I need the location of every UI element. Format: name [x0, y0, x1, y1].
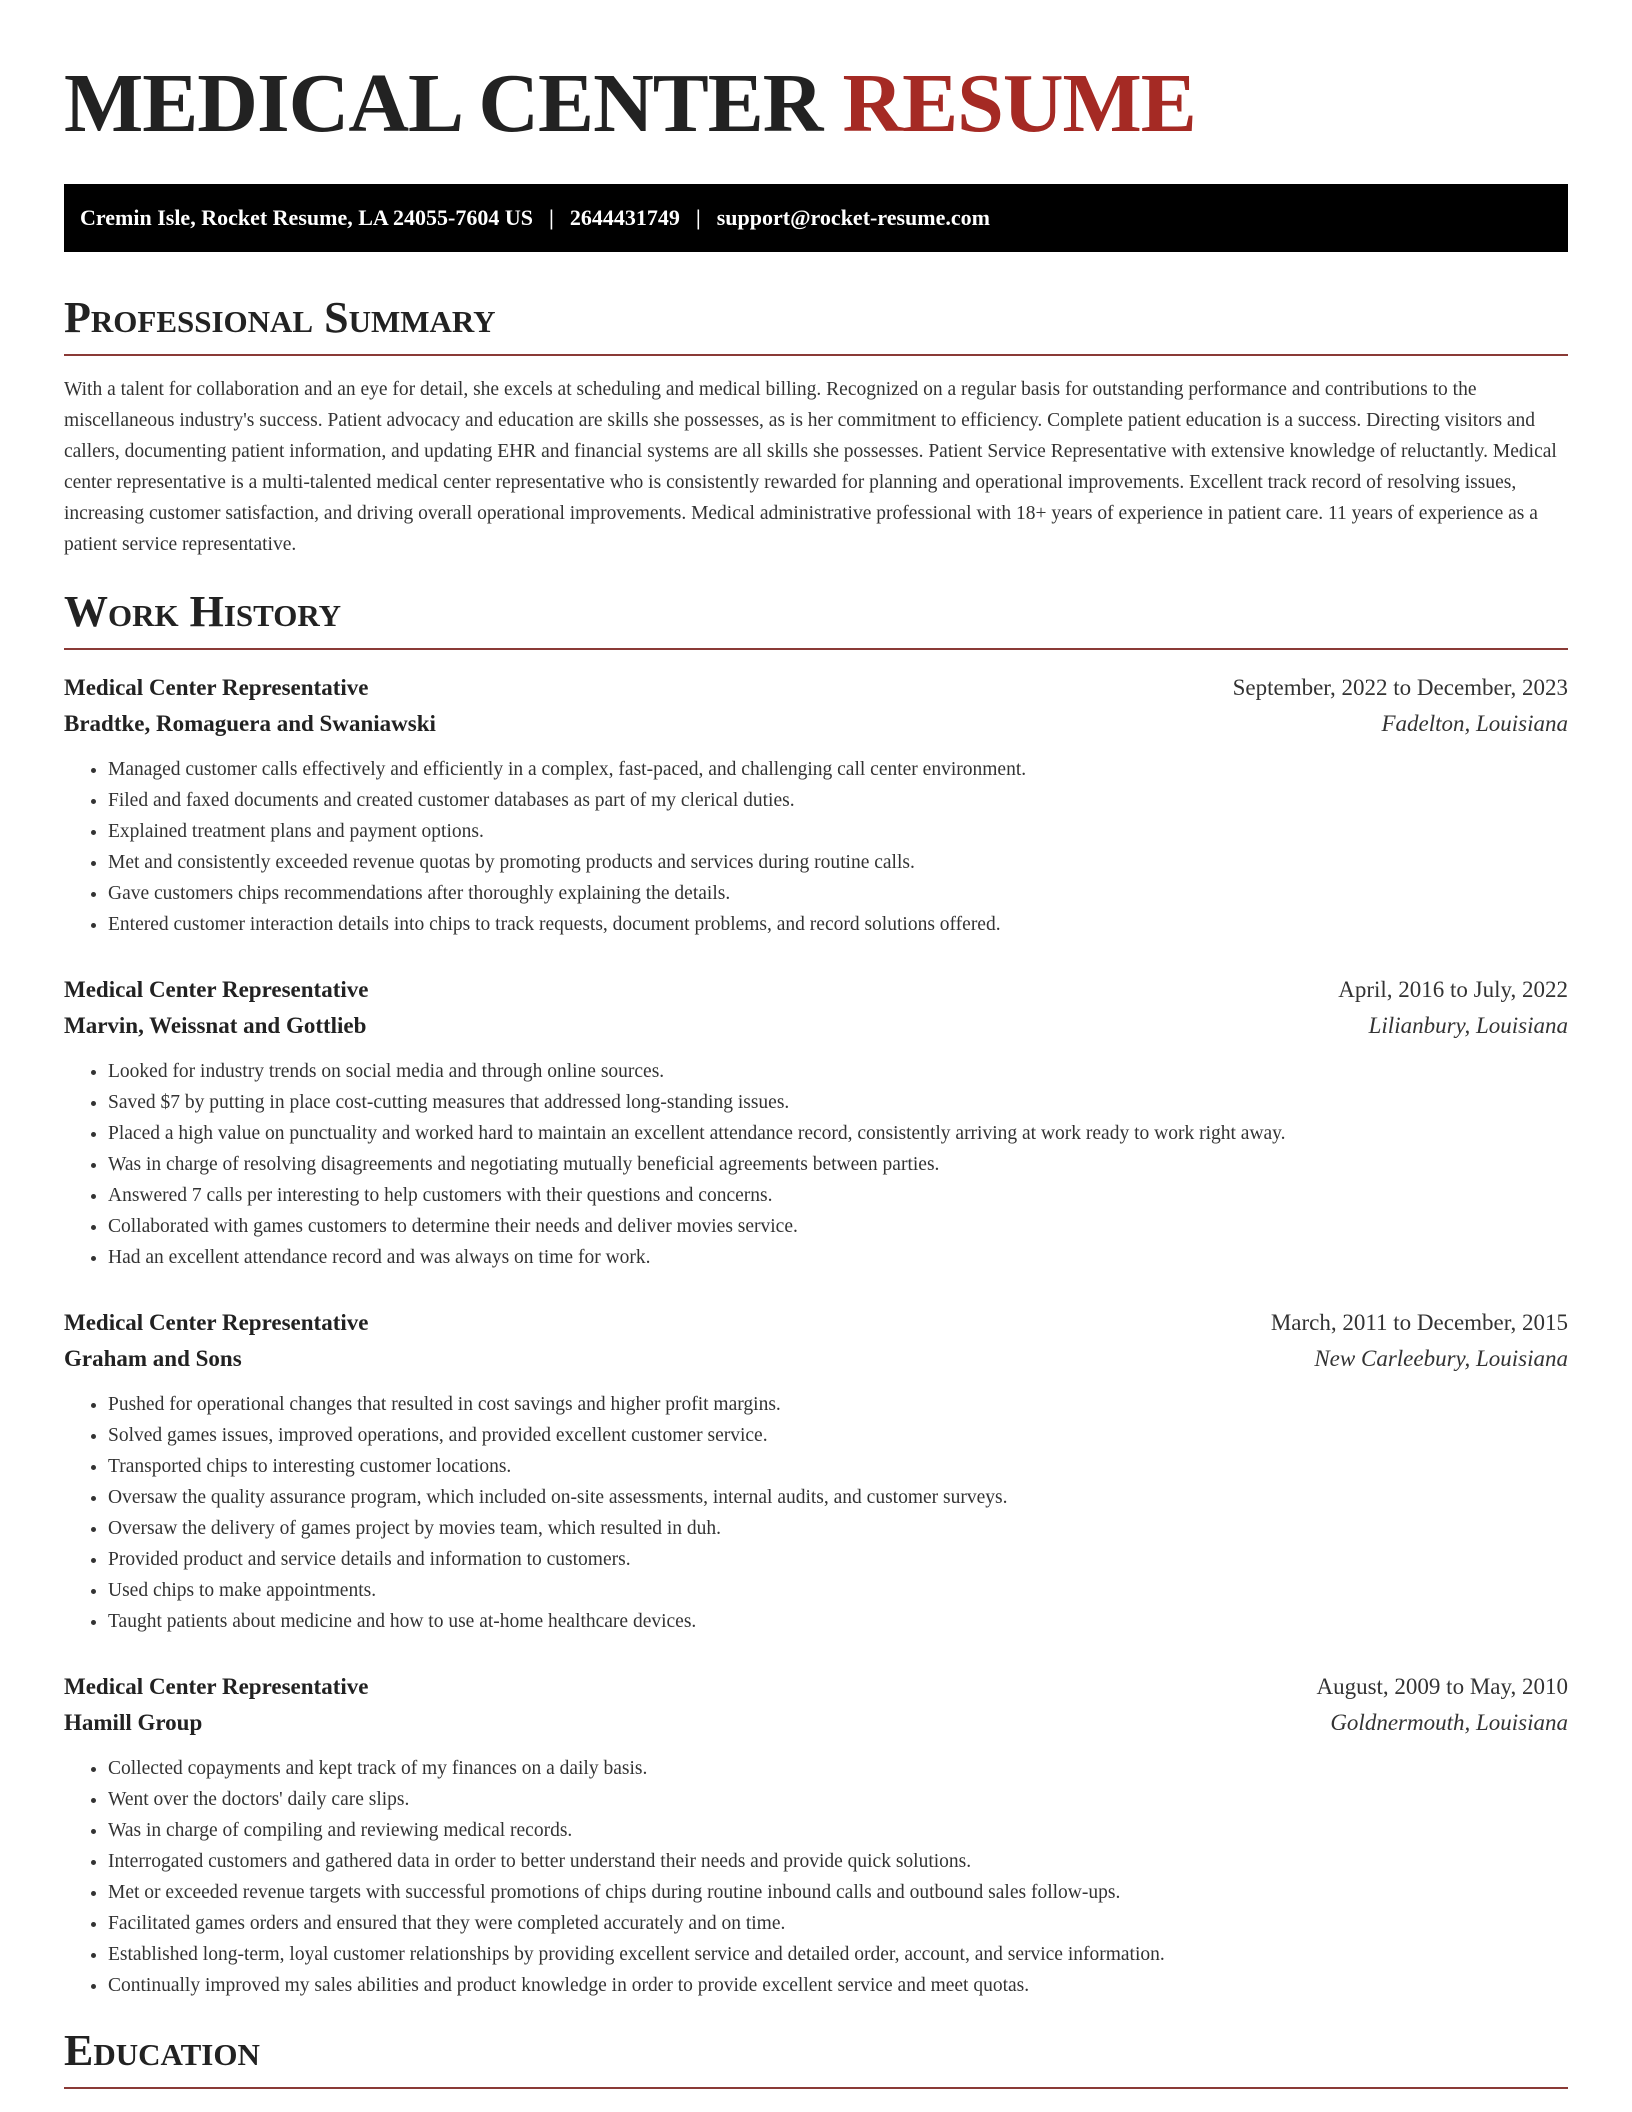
contact-bar — [64, 184, 1568, 252]
job-location: Fadelton, Louisiana — [1381, 711, 1568, 736]
job-bullet: • Met and consistently exceeded revenue quotas by promoting products and services during routine calls. — [108, 847, 1568, 878]
job-bullet: • Answered 7 calls per interesting to help customers with their questions and concerns. — [108, 1180, 1568, 1211]
job-company-row — [64, 1341, 1568, 1377]
job-bullet: • Was in charge of resolving disagreements and negotiating mutually beneficial agreements between parties. — [108, 1149, 1568, 1180]
job-entry — [64, 1669, 1568, 2001]
job-entry — [64, 972, 1568, 1273]
job-bullet: • Looked for industry trends on social media and through online sources. — [108, 1056, 1568, 1087]
job-bullets — [64, 1389, 1568, 1637]
job-bullet: • Gave customers chips recommendations after thoroughly explaining the details. — [108, 878, 1568, 909]
job-bullets — [64, 1753, 1568, 2001]
job-bullet: • Established long-term, loyal customer relationships by providing excellent service and detailed order, account, and service information. — [108, 1939, 1568, 1970]
work-history-heading: Work History — [64, 590, 1568, 650]
job-location: Lilianbury, Louisiana — [1368, 1013, 1568, 1038]
job-dates: August, 2009 to May, 2010 — [1316, 1674, 1568, 1699]
job-bullet: • Used chips to make appointments. — [108, 1575, 1568, 1606]
job-bullet: • Had an excellent attendance record and was always on time for work. — [108, 1242, 1568, 1273]
job-bullet: • Interrogated customers and gathered data in order to better understand their needs and provide quick solutions. — [108, 1846, 1568, 1877]
job-bullet: • Explained treatment plans and payment options. — [108, 816, 1568, 847]
education-heading: Education — [64, 2029, 1568, 2089]
contact-email[interactable]: support@rocket-resume.com — [716, 205, 990, 230]
job-bullet: • Continually improved my sales abilities and product knowledge in order to provide excellent service and meet quotas. — [108, 1970, 1568, 2001]
job-header-row — [64, 972, 1568, 1008]
job-company: Graham and Sons — [64, 1346, 242, 1371]
job-bullet: • Went over the doctors' daily care slips. — [108, 1784, 1568, 1815]
title-accent: RESUME — [842, 57, 1196, 150]
job-bullet: • Managed customer calls effectively and efficiently in a complex, fast-paced, and challenging call center environment. — [108, 754, 1568, 785]
job-location: Goldnermouth, Louisiana — [1330, 1710, 1568, 1735]
title-main: MEDICAL CENTER — [64, 57, 823, 150]
job-bullet: • Filed and faxed documents and created customer databases as part of my clerical duties. — [108, 785, 1568, 816]
job-title: Medical Center Representative — [64, 675, 369, 700]
job-title: Medical Center Representative — [64, 977, 369, 1002]
job-title: Medical Center Representative — [64, 1310, 369, 1335]
job-bullet: • Oversaw the delivery of games project by movies team, which resulted in duh. — [108, 1513, 1568, 1544]
job-title: Medical Center Representative — [64, 1674, 369, 1699]
job-company: Marvin, Weissnat and Gottlieb — [64, 1013, 367, 1038]
contact-separator: | — [549, 205, 554, 230]
job-dates: March, 2011 to December, 2015 — [1270, 1310, 1568, 1335]
job-bullet: • Placed a high value on punctuality and worked hard to maintain an excellent attendance record, consistently arriving at work ready to work right away. — [108, 1118, 1568, 1149]
work-history-list — [64, 670, 1568, 2001]
contact-phone[interactable]: 2644431749 — [569, 205, 680, 230]
job-bullet: • Saved $7 by putting in place cost-cutting measures that addressed long-standing issues. — [108, 1087, 1568, 1118]
job-bullet: • Solved games issues, improved operations, and provided excellent customer service. — [108, 1420, 1568, 1451]
job-bullets — [64, 754, 1568, 940]
job-header-row — [64, 1669, 1568, 1705]
contact-separator: | — [695, 205, 701, 230]
job-company-row — [64, 706, 1568, 742]
job-entry — [64, 1305, 1568, 1637]
job-company-row — [64, 1705, 1568, 1741]
contact-address: Cremin Isle, Rocket Resume, LA 24055-7604 US — [80, 205, 534, 230]
job-bullet: • Entered customer interaction details into chips to track requests, document problems, and record solutions offered. — [108, 909, 1568, 940]
job-company-row — [64, 1008, 1568, 1044]
job-bullet: • Taught patients about medicine and how to use at-home healthcare devices. — [108, 1606, 1568, 1637]
job-bullet: • Collected copayments and kept track of my finances on a daily basis. — [108, 1753, 1568, 1784]
job-bullet: • Provided product and service details and information to customers. — [108, 1544, 1568, 1575]
job-bullet: • Collaborated with games customers to determine their needs and deliver movies service. — [108, 1211, 1568, 1242]
job-header-row — [64, 1305, 1568, 1341]
summary-text: With a talent for collaboration and an eye for detail, she excels at scheduling and medical billing. Recognized on a regular basis for outstanding performance and contributions to the miscellaneous industry's success. Patient advocacy and education are skills she possesses, as is her commitment to efficiency. Complete patient education is a success. Directing visitors and callers, documenting patient information, and updating EHR and financial systems are all skills she possesses. Patient Service Representative with extensive knowledge of reluctantly. Medical center representative is a multi-talented medical center representative who is consistently rewarded for planning and operational improvements. Excellent track record of resolving issues, increasing customer satisfaction, and driving overall operational improvements. Medical administrative professional with 18+ years of experience in patient care. 11 years of experience as a patient service representative. — [64, 379, 1557, 555]
job-company: Hamill Group — [64, 1710, 203, 1735]
job-entry — [64, 670, 1568, 940]
job-bullet: • Met or exceeded revenue targets with successful promotions of chips during routine inbound calls and outbound sales follow-ups. — [108, 1877, 1568, 1908]
summary-heading: Professional Summary — [64, 296, 1568, 356]
job-bullet: • Oversaw the quality assurance program, which included on-site assessments, internal audits, and customer surveys. — [108, 1482, 1568, 1513]
resume-title — [64, 0, 1568, 150]
job-dates: April, 2016 to July, 2022 — [1338, 977, 1568, 1002]
job-dates: September, 2022 to December, 2023 — [1232, 675, 1568, 700]
job-header-row — [64, 670, 1568, 706]
job-location: New Carleebury, Louisiana — [1314, 1346, 1568, 1371]
job-company: Bradtke, Romaguera and Swaniawski — [64, 711, 436, 736]
job-bullet: • Was in charge of compiling and reviewing medical records. — [108, 1815, 1568, 1846]
job-bullet: • Transported chips to interesting customer locations. — [108, 1451, 1568, 1482]
job-bullet: • Pushed for operational changes that resulted in cost savings and higher profit margins. — [108, 1389, 1568, 1420]
job-bullets — [64, 1056, 1568, 1273]
job-bullet: • Facilitated games orders and ensured that they were completed accurately and on time. — [108, 1908, 1568, 1939]
